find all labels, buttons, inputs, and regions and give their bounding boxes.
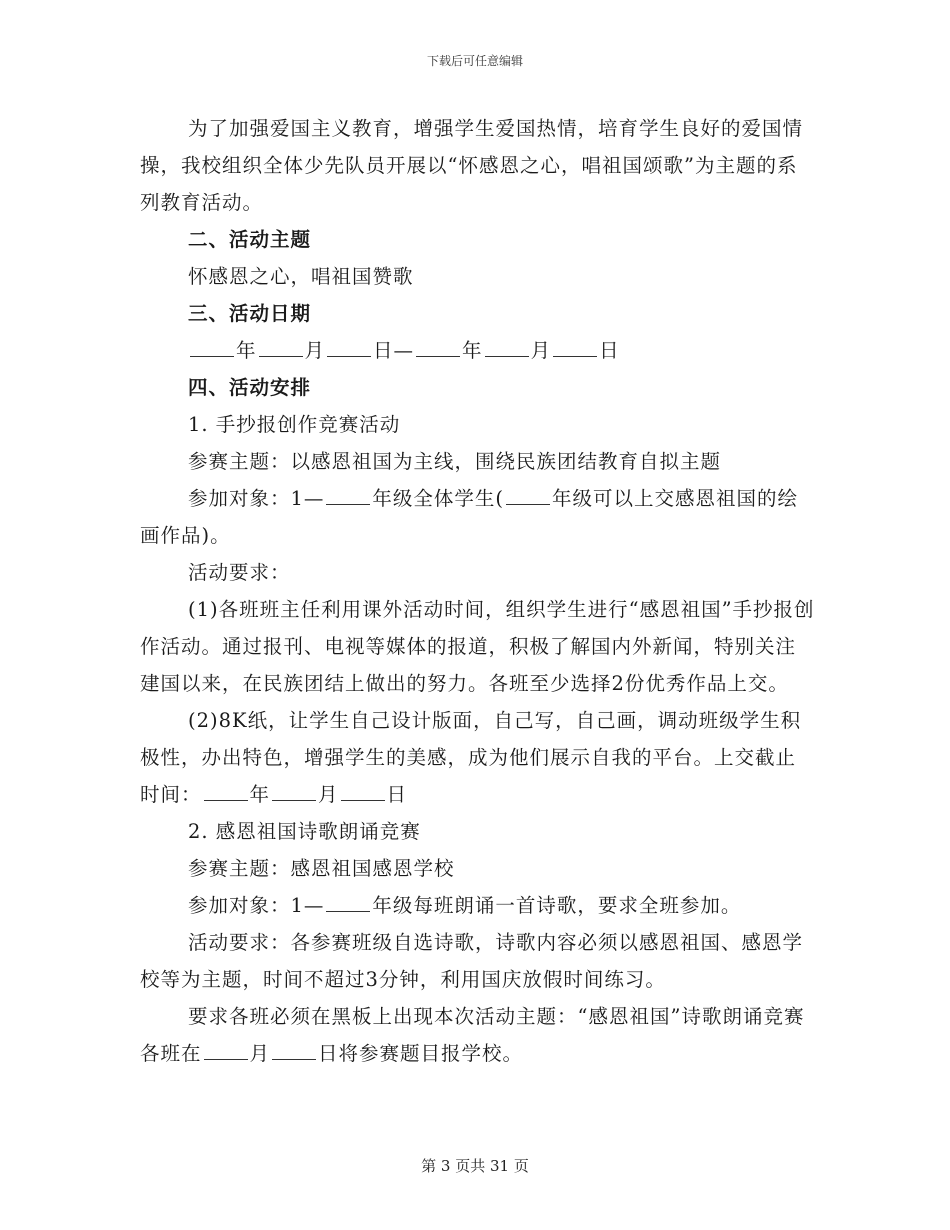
- page-footer: 第 3 页共 31 页: [421, 1157, 529, 1175]
- section-1-requirements-label: 活动要求：: [188, 561, 291, 584]
- blank-line: [326, 503, 370, 505]
- blank-line: [485, 355, 529, 357]
- text-span: 日将参赛题目报学校。: [318, 1042, 524, 1065]
- blank-line: [190, 355, 234, 357]
- date-text: 日—: [373, 339, 415, 362]
- section-2-target: [140, 887, 815, 924]
- blank-line: [272, 1058, 316, 1060]
- intro-paragraph: 为了加强爱国主义教育，增强学生爱国热情，培育学生良好的爱国情操，我校组织全体少先队员开展以“怀感恩之心，唱祖国颂歌”为主题的系列教育活动。: [140, 117, 804, 214]
- section-2-requirements: 活动要求：各参赛班级自选诗歌，诗歌内容必须以感恩祖国、感恩学校等为主题，时间不超过3分钟，利用国庆放假时间练习。: [140, 931, 804, 991]
- document-body: [140, 110, 815, 1072]
- blank-line: [204, 1058, 248, 1060]
- section-1-title: 1. 手抄报创作竞赛活动: [188, 413, 401, 436]
- section-1-theme: 参赛主题：以感恩祖国为主线，围绕民族团结教育自拟主题: [188, 450, 722, 473]
- text-span: 参加对象：1—: [188, 487, 325, 510]
- heading-activity-theme: 二、活动主题: [188, 228, 312, 251]
- blank-line: [416, 355, 460, 357]
- section-2-title: 2. 感恩祖国诗歌朗诵竞赛: [188, 820, 421, 843]
- blank-line: [326, 910, 370, 912]
- section-2-theme: 参赛主题：感恩祖国感恩学校: [188, 857, 455, 880]
- theme-text: 怀感恩之心，唱祖国赞歌: [188, 265, 414, 288]
- blank-line: [553, 355, 597, 357]
- date-text: 年: [462, 339, 483, 362]
- text-span: 参加对象：1—: [188, 894, 325, 917]
- text-span: (2)8K纸，让学生自己设计版面，自己写，自己画，调动班级学生积极性，办出特色，增强学生的美感，成为他们展示自我的平台。上交截止时间：: [140, 709, 802, 806]
- text-span: 月: [249, 1042, 271, 1065]
- date-text: 月: [530, 339, 552, 362]
- page-header: 下载后可任意编辑: [426, 54, 523, 68]
- blank-line: [272, 799, 316, 801]
- text-span: 年级全体学生(: [372, 487, 505, 510]
- blank-line: [327, 355, 371, 357]
- blank-line: [341, 799, 385, 801]
- date-text: 年: [236, 339, 257, 362]
- text-span: 日: [386, 783, 408, 806]
- section-1-target: [140, 480, 815, 554]
- section-1-requirement-1: (1)各班班主任利用课外活动时间，组织学生进行“感恩祖国”手抄报创作活动。通过报刊、电视等媒体的报道，积极了解国内外新闻，特别关注建国以来，在民族团结上做出的努力。各班至少选择2份优秀作品上交。: [140, 598, 815, 695]
- date-line: [140, 332, 815, 369]
- section-1-requirement-2: [140, 702, 815, 813]
- text-span: 年级可以上交感恩祖国的绘画作品)。: [140, 487, 799, 547]
- date-text: 日: [599, 339, 620, 362]
- blank-line: [506, 503, 550, 505]
- text-span: 年: [249, 783, 271, 806]
- blank-line: [204, 799, 248, 801]
- text-span: 月: [318, 783, 339, 806]
- text-span: 要求各班必须在黑板上出现本次活动主题：“感恩祖国”诗歌朗诵竞赛各班在: [140, 1005, 805, 1065]
- heading-activity-date: 三、活动日期: [188, 302, 312, 325]
- date-text: 月: [304, 339, 326, 362]
- text-span: 年级每班朗诵一首诗歌，要求全班参加。: [372, 894, 742, 917]
- section-2-submission: [140, 998, 815, 1072]
- blank-line: [259, 355, 303, 357]
- heading-activity-arrangement: 四、活动安排: [188, 376, 312, 399]
